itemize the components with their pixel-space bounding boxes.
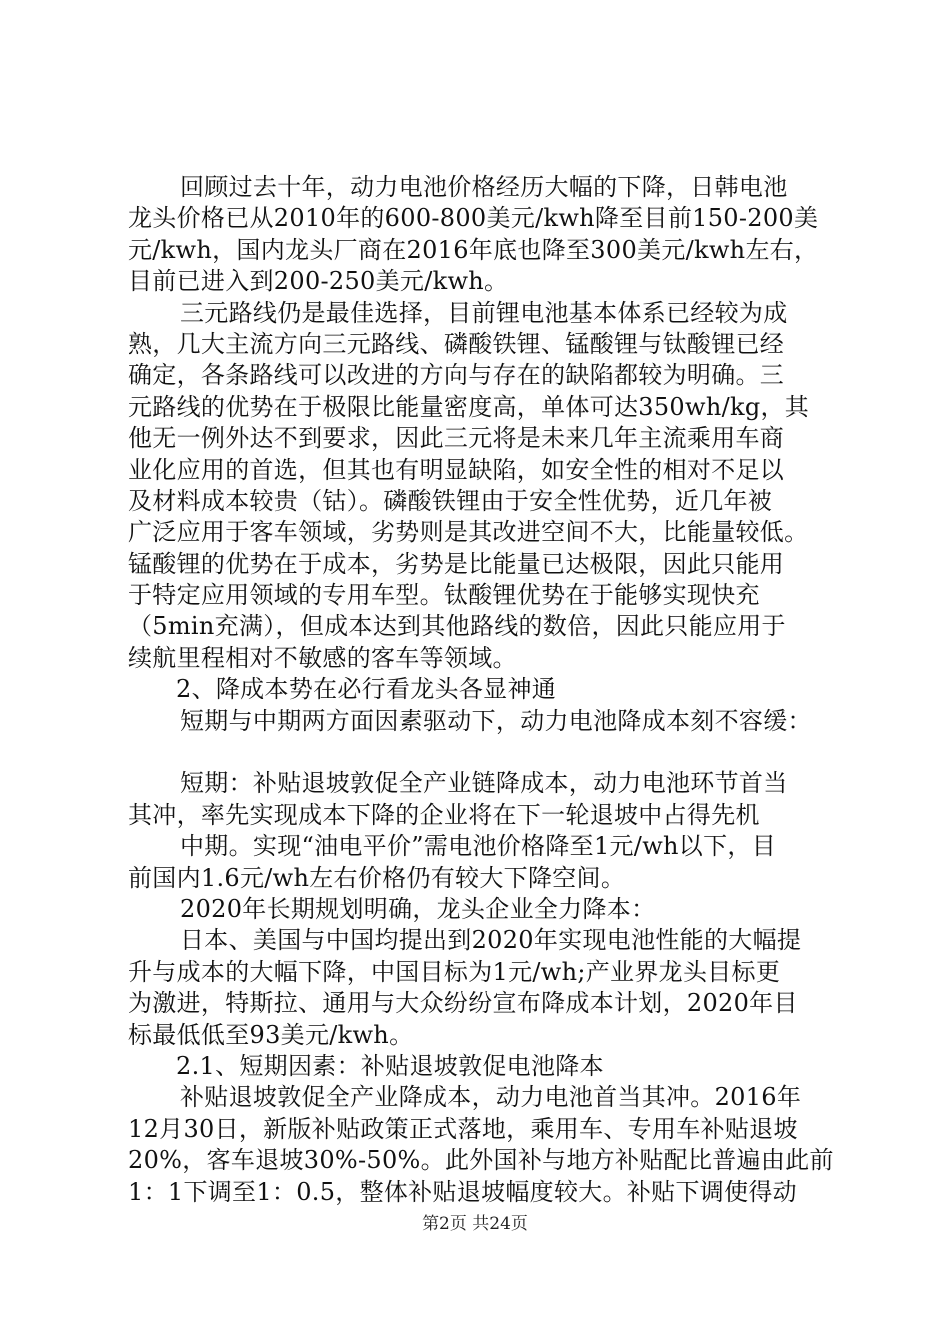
paragraph-line: 广泛应用于客车领域，劣势则是其改进空间不大，比能量较低。 xyxy=(128,518,809,547)
section-heading xyxy=(128,1051,832,1082)
paragraph-line: 短期：补贴退坡敦促全产业链降成本，动力电池环节首当 xyxy=(180,769,788,798)
section-heading xyxy=(128,674,832,705)
paragraph-line: 业化应用的首选，但其也有明显缺陷，如安全性的相对不足以 xyxy=(128,455,785,484)
document-body xyxy=(128,172,832,1208)
body-paragraph xyxy=(128,925,832,1051)
body-paragraph xyxy=(128,768,832,831)
paragraph-line: 前国内1.6元/wh左右价格仍有较大下降空间。 xyxy=(128,863,626,892)
paragraph-line: 为激进，特斯拉、通用与大众纷纷宣布降成本计划，2020年目 xyxy=(128,989,798,1018)
page-footer: 第2页 共24页 xyxy=(422,1214,528,1234)
body-paragraph xyxy=(128,1082,832,1208)
paragraph-line: 他无一例外达不到要求，因此三元将是未来几年主流乘用车商 xyxy=(128,424,785,453)
paragraph-line: 20%，客车退坡30%-50%。此外国补与地方补贴配比普遍由此前 xyxy=(128,1146,834,1175)
heading-text: 2、降成本势在必行看龙头各显神通 xyxy=(176,675,557,704)
paragraph-line: 1：1下调至1：0.5，整体补贴退坡幅度较大。补贴下调使得动 xyxy=(128,1177,797,1206)
paragraph-line: 三元路线仍是最佳选择，目前锂电池基本体系已经较为成 xyxy=(180,298,788,327)
body-paragraph xyxy=(128,706,832,737)
paragraph-line: 元/kwh，国内龙头厂商在2016年底也降至300美元/kwh左右， xyxy=(128,235,819,264)
paragraph-line: 其冲，率先实现成本下降的企业将在下一轮退坡中占得先机 xyxy=(128,800,760,829)
body-paragraph xyxy=(128,831,832,894)
paragraph-line: 元路线的优势在于极限比能量密度高，单体可达350wh/kg，其 xyxy=(128,392,810,421)
body-paragraph xyxy=(128,298,832,675)
paragraph-line: 2020年长期规划明确，龙头企业全力降本： xyxy=(180,894,656,923)
heading-text: 2.1、短期因素：补贴退坡敦促电池降本 xyxy=(176,1051,604,1080)
paragraph-line: 12月30日，新版补贴政策正式落地，乘用车、专用车补贴退坡 xyxy=(128,1114,798,1143)
paragraph-line: 回顾过去十年，动力电池价格经历大幅的下降，日韩电池 xyxy=(180,173,788,201)
paragraph-spacer xyxy=(128,737,832,768)
paragraph-line: 锰酸锂的优势在于成本，劣势是比能量已达极限，因此只能用 xyxy=(128,549,785,578)
paragraph-line: 龙头价格已从2010年的600-800美元/kwh降至目前150-200美 xyxy=(128,204,819,233)
paragraph-line: 及材料成本较贵（钴）。磷酸铁锂由于安全性优势，近几年被 xyxy=(128,486,773,515)
paragraph-line: 中期。实现“油电平价”需电池价格降至1元/wh以下，目 xyxy=(180,832,776,861)
paragraph-line: 熟，几大主流方向三元路线、磷酸铁锂、锰酸锂与钛酸锂已经 xyxy=(128,329,785,358)
paragraph-line: 续航里程相对不敏感的客车等领域。 xyxy=(128,643,517,672)
paragraph-line: 短期与中期两方面因素驱动下，动力电池降成本刻不容缓： xyxy=(180,706,812,735)
paragraph-line: 目前已进入到200-250美元/kwh。 xyxy=(128,267,509,296)
paragraph-line: 补贴退坡敦促全产业降成本，动力电池首当其冲。2016年 xyxy=(180,1083,802,1112)
paragraph-line: （5min充满），但成本达到其他路线的数倍，因此只能应用于 xyxy=(128,612,786,641)
paragraph-line: 升与成本的大幅下降，中国目标为1元/wh;产业界龙头目标更 xyxy=(128,957,781,986)
body-paragraph xyxy=(128,894,832,925)
body-paragraph xyxy=(128,172,832,298)
paragraph-line: 标最低低至93美元/kwh。 xyxy=(128,1020,414,1049)
paragraph-line: 于特定应用领域的专用车型。钛酸锂优势在于能够实现快充 xyxy=(128,581,760,610)
paragraph-line: 确定，各条路线可以改进的方向与存在的缺陷都较为明确。三 xyxy=(128,361,785,390)
paragraph-line: 日本、美国与中国均提出到2020年实现电池性能的大幅提 xyxy=(180,926,802,955)
